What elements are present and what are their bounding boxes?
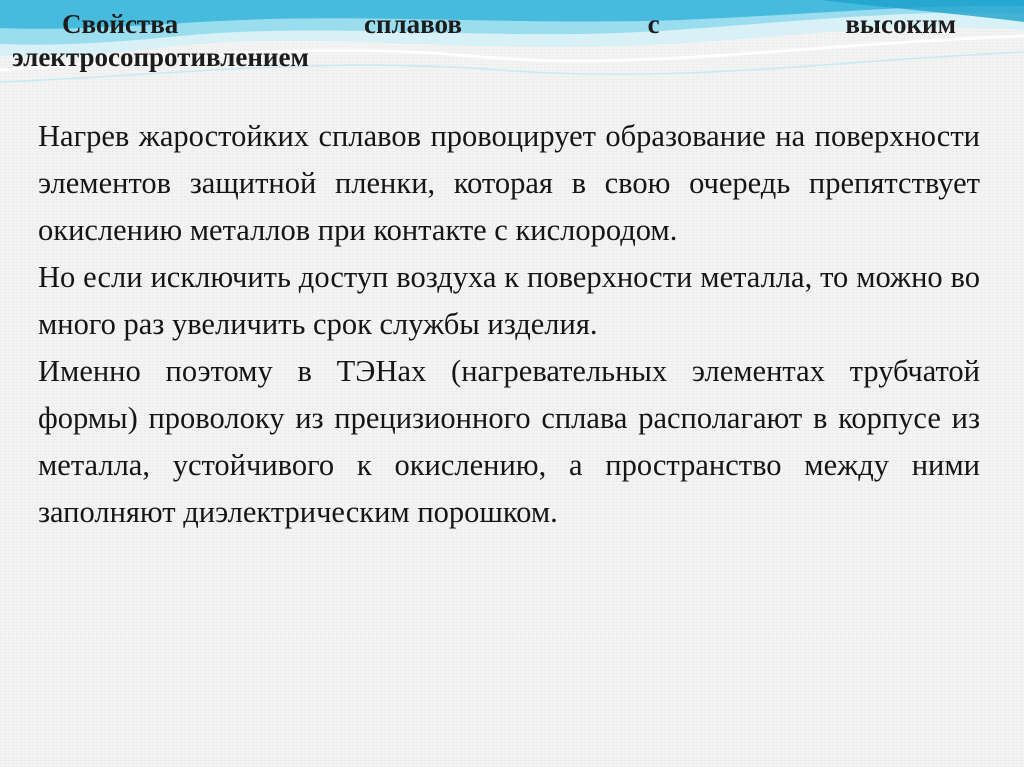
- slide-title-line-2: электросопротивлением: [12, 42, 309, 72]
- body-paragraph-1: Нагрев жаростойких сплавов провоцирует образование на поверхности элементов защитной пленки, которая в свою очередь препятствует окислению металлов при контакте с кислородом.: [38, 119, 980, 247]
- slide-title: [12, 8, 956, 74]
- slide-body: [38, 113, 980, 536]
- body-paragraph-3: Именно поэтому в ТЭНах (нагревательных элементах трубчатой формы) проволоку из прецизионного сплава располагают в корпусе из металла, устойчивого к окислению, а пространство между ними заполняют диэлектрическим порошком.: [38, 354, 980, 529]
- body-paragraph-2: Но если исключить доступ воздуха к поверхности металла, то можно во много раз увеличить срок службы изделия.: [38, 260, 980, 341]
- slide-title-line-1: Свойства сплавов с высоким: [62, 9, 956, 39]
